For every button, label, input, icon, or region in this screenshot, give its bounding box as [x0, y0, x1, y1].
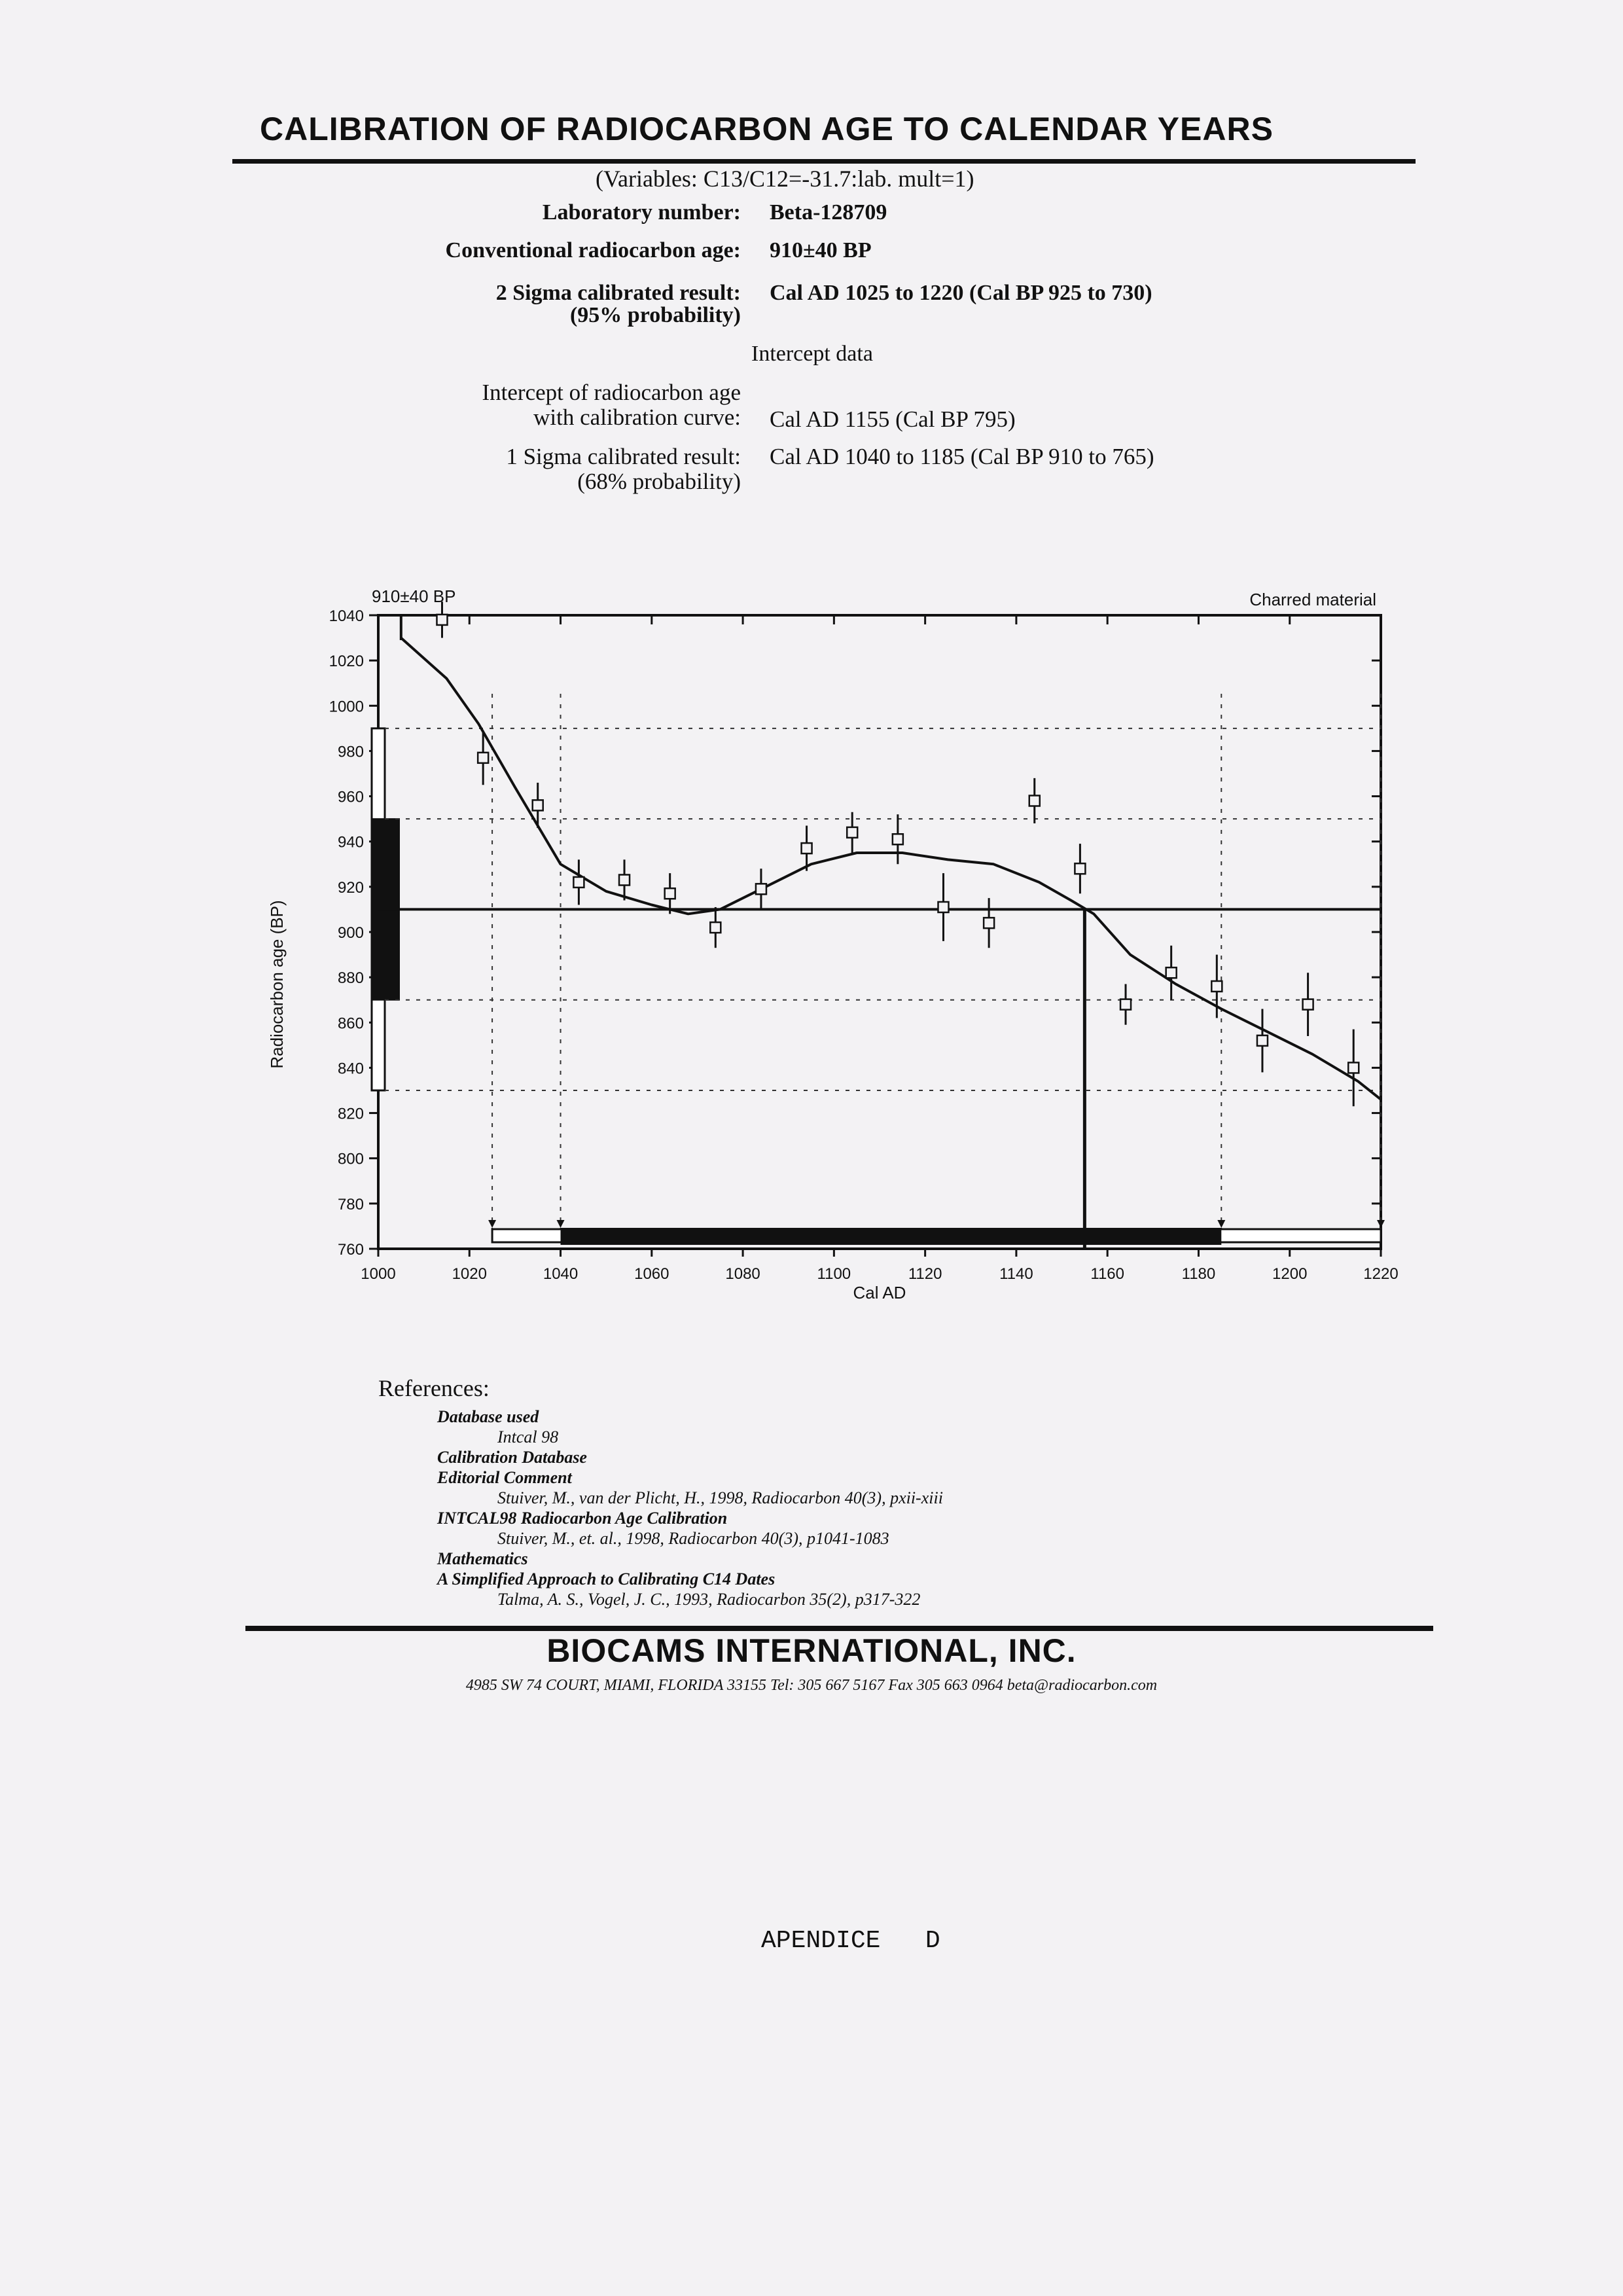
reference-line: Editorial Comment: [437, 1468, 572, 1487]
references-heading: References:: [378, 1375, 490, 1401]
data-point: [893, 834, 903, 844]
y-tick-label: 1000: [329, 698, 364, 716]
two-sigma-value: Cal AD 1025 to 1220 (Cal BP 925 to 730): [770, 281, 1152, 305]
y-tick-label: 1020: [329, 653, 364, 671]
x-tick-label: 1160: [1090, 1265, 1124, 1283]
x-tick-label: 1180: [1181, 1265, 1216, 1283]
lab-number-value: Beta-128709: [770, 200, 887, 224]
reference-line: Calibration Database: [437, 1448, 587, 1467]
data-point: [938, 902, 948, 912]
reference-line: Stuiver, M., van der Plicht, H., 1998, Radiocarbon 40(3), pxii-xiii: [497, 1488, 943, 1507]
footer-rule: [245, 1626, 1433, 1631]
data-point: [802, 843, 812, 853]
one-sigma-calendar-bar: [561, 1228, 1222, 1245]
data-point: [756, 884, 766, 894]
x-tick-label: 1100: [817, 1265, 851, 1283]
intercept-label-2: with calibration curve:: [533, 404, 741, 430]
y-tick-label: 1040: [329, 607, 364, 625]
reference-line: INTCAL98 Radiocarbon Age Calibration: [437, 1509, 728, 1528]
company-address: 4985 SW 74 COURT, MIAMI, FLORIDA 33155 Tel: 305 667 5167 Fax 305 663 0964 beta@radiocarbon.com: [465, 1677, 1158, 1694]
data-point: [1257, 1035, 1268, 1046]
sample-material-label: Charred material: [1249, 590, 1376, 609]
data-point: [1166, 967, 1177, 978]
page-title: CALIBRATION OF RADIOCARBON AGE TO CALENDAR YEARS: [260, 111, 1274, 147]
variables-line: (Variables: C13/C12=-31.7:lab. mult=1): [596, 166, 974, 192]
y-tick-label: 780: [337, 1195, 364, 1213]
range-marker: [1217, 1220, 1225, 1228]
data-point: [984, 918, 994, 928]
one-sigma-label: 1 Sigma calibrated result:: [506, 444, 741, 469]
x-axis-label: Cal AD: [853, 1283, 906, 1302]
measured-age-label: 910±40 BP: [372, 586, 456, 606]
one-sigma-value: Cal AD 1040 to 1185 (Cal BP 910 to 765): [770, 444, 1154, 469]
reference-line: Database used: [437, 1407, 539, 1426]
data-point: [619, 874, 630, 885]
conventional-age-label: Conventional radiocarbon age:: [445, 238, 741, 262]
y-tick-label: 940: [337, 833, 364, 852]
y-tick-label: 840: [337, 1060, 364, 1078]
data-point: [573, 877, 584, 888]
range-marker: [557, 1220, 565, 1228]
y-tick-label: 980: [337, 743, 364, 761]
two-sigma-label: 2 Sigma calibrated result:: [495, 281, 741, 305]
reference-line: Mathematics: [437, 1549, 528, 1568]
y-axis-label: Radiocarbon age (BP): [267, 900, 287, 1069]
data-point: [847, 827, 857, 838]
y-tick-label: 760: [337, 1241, 364, 1259]
reference-line: Stuiver, M., et. al., 1998, Radiocarbon 40(3), p1041-1083: [497, 1529, 889, 1548]
range-marker: [1377, 1220, 1385, 1228]
x-tick-label: 1140: [999, 1265, 1033, 1283]
data-point: [478, 753, 488, 763]
one-sigma-probability: (68% probability): [577, 469, 741, 494]
y-tick-label: 800: [337, 1150, 364, 1168]
x-tick-label: 1080: [725, 1265, 760, 1283]
data-point: [1029, 795, 1040, 806]
x-tick-label: 1020: [452, 1265, 487, 1283]
company-name: BIOCAMS INTERNATIONAL, INC.: [546, 1632, 1077, 1669]
conventional-age-value: 910±40 BP: [770, 238, 872, 262]
x-tick-label: 1000: [361, 1265, 396, 1283]
range-marker: [488, 1220, 496, 1228]
data-point: [1120, 999, 1131, 1010]
data-point: [665, 888, 675, 899]
x-tick-label: 1060: [634, 1265, 669, 1283]
data-point: [533, 800, 543, 810]
y-tick-label: 920: [337, 878, 364, 897]
plot-frame: [378, 615, 1381, 1249]
reference-line: Intcal 98: [497, 1427, 559, 1446]
y-tick-label: 900: [337, 924, 364, 942]
y-tick-label: 960: [337, 788, 364, 806]
lab-number-label: Laboratory number:: [542, 200, 741, 224]
data-point: [710, 922, 721, 933]
reference-line: Talma, A. S., Vogel, J. C., 1993, Radiocarbon 35(2), p317-322: [497, 1590, 921, 1609]
x-tick-label: 1040: [543, 1265, 579, 1283]
x-tick-label: 1220: [1363, 1265, 1399, 1283]
y-tick-label: 820: [337, 1105, 364, 1123]
data-point: [1348, 1062, 1359, 1073]
x-tick-label: 1120: [908, 1265, 942, 1283]
intercept-value: Cal AD 1155 (Cal BP 795): [770, 406, 1016, 432]
data-point: [1075, 863, 1085, 874]
intercept-label-1: Intercept of radiocarbon age: [482, 380, 741, 405]
page-label: APENDICE D: [761, 1927, 940, 1955]
reference-line: A Simplified Approach to Calibrating C14 Dates: [437, 1570, 776, 1588]
y-tick-label: 880: [337, 969, 364, 988]
data-point: [437, 615, 447, 625]
x-tick-label: 1200: [1272, 1265, 1308, 1283]
references-block: [378, 1374, 490, 1402]
two-sigma-probability: (95% probability): [569, 303, 741, 327]
intercept-heading: Intercept data: [751, 342, 873, 366]
data-point: [1303, 999, 1313, 1010]
y-tick-label: 860: [337, 1014, 364, 1033]
calibration-curve: [401, 638, 1381, 1100]
data-point: [1211, 981, 1222, 992]
